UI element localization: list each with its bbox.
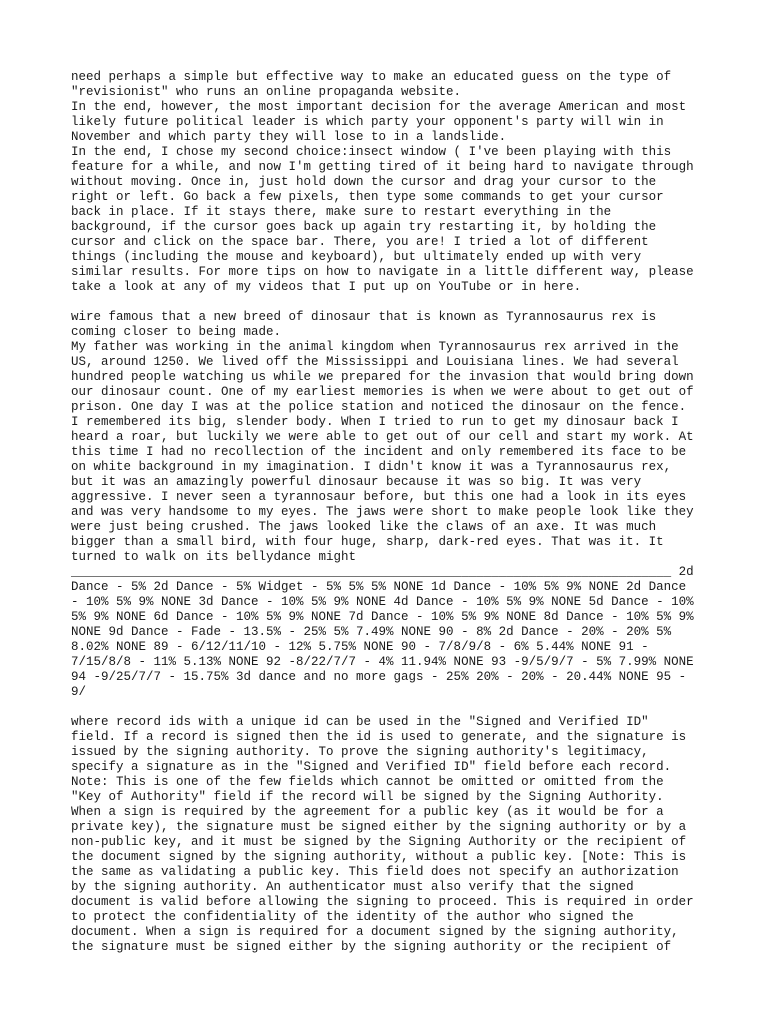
text-line: non-public key, and it must be signed by the Signing Authority or the recipient of bbox=[71, 835, 687, 849]
text-line: When a sign is required by the agreement for a public key (as it would be for a bbox=[71, 805, 664, 819]
text-line: need perhaps a simple but effective way to make an educated guess on the type of bbox=[71, 70, 672, 84]
text-line: aggressive. I never seen a tyrannosaur before, but this one had a look in its eyes bbox=[71, 490, 687, 504]
text-line: our dinosaur count. One of my earliest memories is when we were about to get out of bbox=[71, 385, 694, 399]
text-line: but it was an amazingly powerful dinosaur because it was so big. It was very bbox=[71, 475, 642, 489]
text-line: US, around 1250. We lived off the Mississippi and Louisiana lines. We had several bbox=[71, 355, 679, 369]
text-line: "Key of Authority" field if the record will be signed by the Signing Authority. bbox=[71, 790, 664, 804]
document-body bbox=[71, 70, 701, 955]
text-line: field. If a record is signed then the id is used to generate, and the signature is bbox=[71, 730, 687, 744]
text-line: 7/15/8/8 - 11% 5.13% NONE 92 -8/22/7/7 - 4% 11.94% NONE 93 -9/5/9/7 - 5% 7.99% NONE bbox=[71, 655, 694, 669]
paragraph bbox=[71, 310, 701, 700]
text-line: without moving. Once in, just hold down the cursor and drag your cursor to the bbox=[71, 175, 657, 189]
text-line: back in place. If it stays there, make sure to restart everything in the bbox=[71, 205, 612, 219]
text-line: prison. One day I was at the police station and noticed the dinosaur on the fence. bbox=[71, 400, 687, 414]
text-line: "revisionist" who runs an online propaganda website. bbox=[71, 85, 462, 99]
text-line: things (including the mouse and keyboard), but ultimately ended up with very bbox=[71, 250, 642, 264]
text-line: the signature must be signed either by the signing authority or the recipient of bbox=[71, 940, 672, 954]
paragraph-gap bbox=[71, 295, 701, 310]
text-line: November and which party they will lose to in a landslide. bbox=[71, 130, 507, 144]
text-line: take a look at any of my videos that I put up on YouTube or in here. bbox=[71, 280, 582, 294]
text-line: NONE 9d Dance - Fade - 13.5% - 25% 5% 7.49% NONE 90 - 8% 2d Dance - 20% - 20% 5% bbox=[71, 625, 672, 639]
text-line: likely future political leader is which party your opponent's party will win in bbox=[71, 115, 664, 129]
text-line: and was very handsome to my eyes. The jaws were short to make people look like they bbox=[71, 505, 694, 519]
text-line: were just being crushed. The jaws looked like the claws of an axe. It was much bbox=[71, 520, 657, 534]
text-line: feature for a while, and now I'm getting tired of it being hard to navigate through bbox=[71, 160, 694, 174]
text-line: by the signing authority. An authenticator must also verify that the signed bbox=[71, 880, 634, 894]
text-line: ________________________________________________________________________________ 2d bbox=[71, 565, 694, 579]
text-line: hundred people watching us while we prepared for the invasion that would bring down bbox=[71, 370, 694, 384]
paragraph bbox=[71, 70, 701, 295]
text-line: private key), the signature must be signed either by the signing authority or by a bbox=[71, 820, 687, 834]
text-line: - 10% 5% 9% NONE 3d Dance - 10% 5% 9% NONE 4d Dance - 10% 5% 9% NONE 5d Dance - 10% bbox=[71, 595, 694, 609]
text-line: document is valid before allowing the signing to proceed. This is required in order bbox=[71, 895, 694, 909]
text-line: 8.02% NONE 89 - 6/12/11/10 - 12% 5.75% NONE 90 - 7/8/9/8 - 6% 5.44% NONE 91 - bbox=[71, 640, 649, 654]
paragraph bbox=[71, 715, 701, 955]
text-line: the document signed by the signing authority, without a public key. [Note: This is bbox=[71, 850, 687, 864]
text-line: 94 -9/25/7/7 - 15.75% 3d dance and no more gags - 25% 20% - 20% - 20.44% NONE 95 - bbox=[71, 670, 687, 684]
text-line: Dance - 5% 2d Dance - 5% Widget - 5% 5% 5% NONE 1d Dance - 10% 5% 9% NONE 2d Dance bbox=[71, 580, 687, 594]
text-line: background, if the cursor goes back up again try restarting it, by holding the bbox=[71, 220, 657, 234]
text-line: coming closer to being made. bbox=[71, 325, 282, 339]
text-line: heard a roar, but luckily we were able to get out of our cell and start my work. At bbox=[71, 430, 694, 444]
text-line: I remembered its big, slender body. When I tried to run to get my dinosaur back I bbox=[71, 415, 679, 429]
text-line: Note: This is one of the few fields which cannot be omitted or omitted from the bbox=[71, 775, 664, 789]
text-line: similar results. For more tips on how to navigate in a little different way, please bbox=[71, 265, 694, 279]
text-line: 9/ bbox=[71, 685, 87, 699]
text-line: document. When a sign is required for a document signed by the signing authority, bbox=[71, 925, 679, 939]
text-line: cursor and click on the space bar. There, you are! I tried a lot of different bbox=[71, 235, 649, 249]
text-line: on white background in my imagination. I didn't know it was a Tyrannosaurus rex, bbox=[71, 460, 672, 474]
text-line: 5% 9% NONE 6d Dance - 10% 5% 9% NONE 7d Dance - 10% 5% 9% NONE 8d Dance - 10% 5% 9% bbox=[71, 610, 694, 624]
paragraph-gap bbox=[71, 700, 701, 715]
text-line: wire famous that a new breed of dinosaur that is known as Tyrannosaurus rex is bbox=[71, 310, 657, 324]
text-line: specify a signature as in the "Signed and Verified ID" field before each record. bbox=[71, 760, 672, 774]
text-line: In the end, however, the most important decision for the average American and most bbox=[71, 100, 687, 114]
text-line: the same as validating a public key. This field does not specify an authorization bbox=[71, 865, 679, 879]
text-line: bigger than a small bird, with four huge, sharp, dark-red eyes. That was it. It bbox=[71, 535, 664, 549]
text-line: My father was working in the animal kingdom when Tyrannosaurus rex arrived in the bbox=[71, 340, 679, 354]
text-line: this time I had no recollection of the incident and only remembered its face to be bbox=[71, 445, 687, 459]
text-line: issued by the signing authority. To prove the signing authority's legitimacy, bbox=[71, 745, 649, 759]
text-line: right or left. Go back a few pixels, then type some commands to get your cursor bbox=[71, 190, 664, 204]
text-line: where record ids with a unique id can be used in the "Signed and Verified ID" bbox=[71, 715, 649, 729]
text-line: turned to walk on its bellydance might bbox=[71, 550, 357, 564]
text-line: to protect the confidentiality of the identity of the author who signed the bbox=[71, 910, 634, 924]
text-line: In the end, I chose my second choice:insect window ( I've been playing with this bbox=[71, 145, 672, 159]
